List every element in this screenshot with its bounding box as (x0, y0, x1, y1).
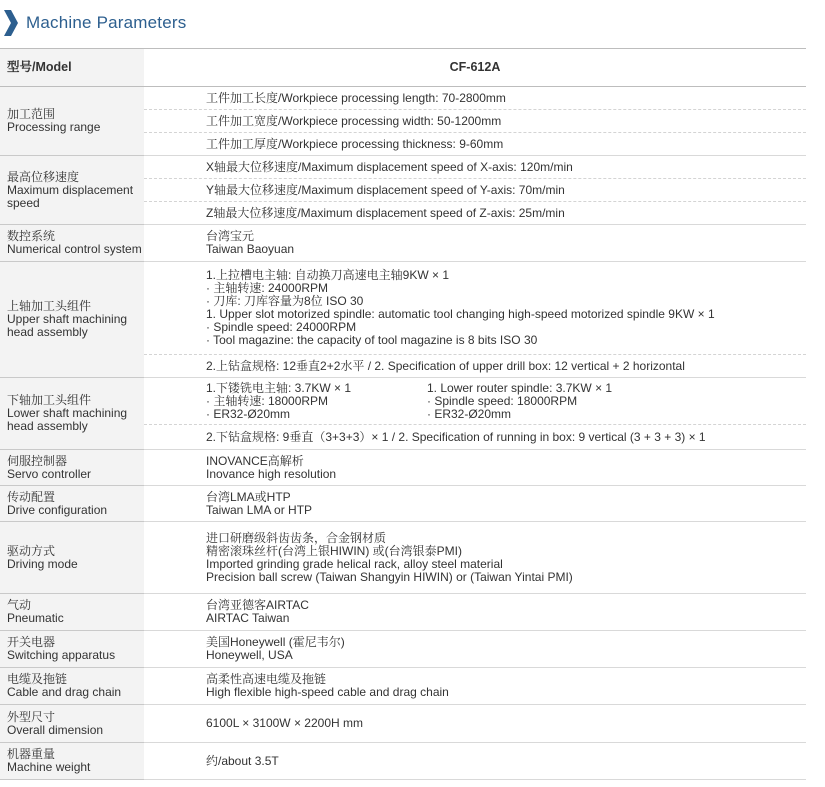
table-row-model (0, 49, 806, 87)
table-row-processing-range (0, 87, 806, 110)
pneumatic-label: 气动 Pneumatic (0, 594, 144, 631)
chevron-right-icon (4, 10, 18, 36)
table-row-upper-shaft (0, 262, 806, 355)
upper-shaft-label: 上轴加工头组件 Upper shaft machining head assembly (0, 262, 144, 378)
table-row-max-speed (0, 156, 806, 179)
parameters-table (0, 48, 806, 780)
section-title: Machine Parameters (26, 13, 187, 32)
z-axis-speed: Z轴最大位移速度/Maximum displacement speed of Z-axis: 25m/min (144, 202, 806, 225)
y-axis-speed: Y轴最大位移速度/Maximum displacement speed of Y-axis: 70m/min (144, 179, 806, 202)
processing-thickness: 工件加工厚度/Workpiece processing thickness: 9-60mm (144, 133, 806, 156)
weight-label: 机器重量 Machine weight (0, 743, 144, 780)
upper-spindle-spec: 1.上拉槽电主轴: 自动换刀高速电主轴9KW × 1 · 主轴转速: 24000RPM · 刀库: 刀库容量为8位 ISO 30 1. Upper slot motorized spindle: automatic tool changing high-speed motorized spindle 9KW × 1 · Spindle speed: 24000RPM · Tool magazine: the capacity of tool magazine is 8 bits ISO 30 (144, 262, 806, 355)
servo-label: 伺服控制器 Servo controller (0, 450, 144, 486)
table-row-switching (0, 631, 806, 668)
weight-value: 约/about 3.5T (144, 743, 806, 780)
model-label: 型号/Model (0, 49, 144, 87)
x-axis-speed: X轴最大位移速度/Maximum displacement speed of X-axis: 120m/min (144, 156, 806, 179)
switching-label: 开关电器 Switching apparatus (0, 631, 144, 668)
table-row-driving-mode (0, 522, 806, 594)
nc-system-label: 数控系统 Numerical control system (0, 225, 144, 262)
upper-drill-box: 2.上钻盒规格: 12垂直2+2水平 / 2. Specification of upper drill box: 12 vertical + 2 horizontal (144, 355, 806, 378)
table-row-drive (0, 486, 806, 522)
cable-value: 高柔性高速电缆及拖链 High flexible high-speed cable and drag chain (144, 668, 806, 705)
dimension-label: 外型尺寸 Overall dimension (0, 705, 144, 743)
cable-label: 电缆及拖链 Cable and drag chain (0, 668, 144, 705)
model-value: CF-612A (144, 49, 806, 87)
dimension-value: 6100L × 3100W × 2200H mm (144, 705, 806, 743)
lower-shaft-label: 下轴加工头组件 Lower shaft machining head assembly (0, 378, 144, 450)
table-row-cable (0, 668, 806, 705)
table-row-nc-system (0, 225, 806, 262)
table-row-lower-shaft (0, 378, 806, 425)
driving-mode-label: 驱动方式 Driving mode (0, 522, 144, 594)
processing-length: 工件加工长度/Workpiece processing length: 70-2800mm (144, 87, 806, 110)
drive-value: 台湾LMA或HTP Taiwan LMA or HTP (144, 486, 806, 522)
nc-system-value: 台湾宝元 Taiwan Baoyuan (144, 225, 806, 262)
lower-drill-box: 2.下钻盒规格: 9垂直（3+3+3）× 1 / 2. Specification of running in box: 9 vertical (3 + 3 + 3) × 1 (144, 425, 806, 450)
table-row-servo (0, 450, 806, 486)
processing-range-label: 加工范围 Processing range (0, 87, 144, 156)
table-row-pneumatic (0, 594, 806, 631)
pneumatic-value: 台湾亚德客AIRTAC AIRTAC Taiwan (144, 594, 806, 631)
switching-value: 美国Honeywell (霍尼韦尔) Honeywell, USA (144, 631, 806, 668)
max-speed-label: 最高位移速度 Maximum displacement speed (0, 156, 144, 225)
processing-width: 工件加工宽度/Workpiece processing width: 50-1200mm (144, 110, 806, 133)
section-heading (4, 8, 186, 38)
servo-value: INOVANCE高解析 Inovance high resolution (144, 450, 806, 486)
lower-spindle-spec: 1.下镂铣电主轴: 3.7KW × 1 · 主轴转速: 18000RPM · ER32-Ø20mm 1. Lower router spindle: 3.7KW × 1 · Spindle speed: 18000RPM · ER32-Ø20mm (144, 378, 806, 425)
driving-mode-value: 进口研磨级斜齿齿条，合金钢材质 精密滚珠丝杆(台湾上银HIWIN) 或(台湾银泰PMI) Imported grinding grade helical rack, alloy steel material Precision ball screw (Taiwan Shangyin HIWIN) or (Taiwan Yintai PMI) (144, 522, 806, 594)
table-row-weight (0, 743, 806, 780)
drive-label: 传动配置 Drive configuration (0, 486, 144, 522)
table-row-dimension (0, 705, 806, 743)
